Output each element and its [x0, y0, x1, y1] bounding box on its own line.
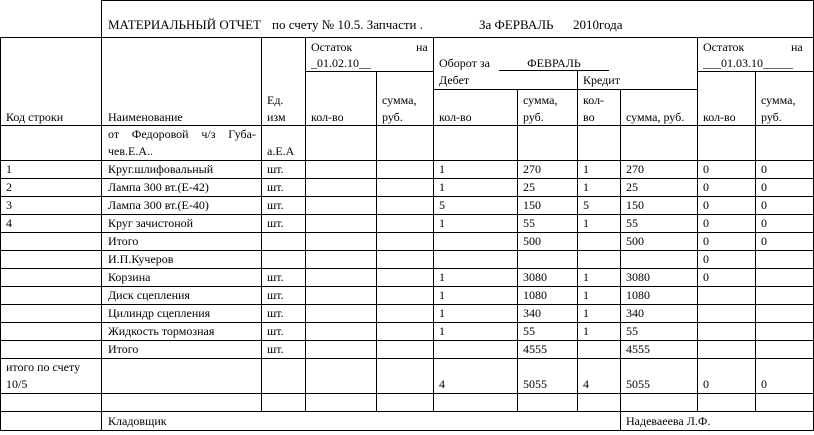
table-row-unit: шт.: [267, 180, 284, 194]
table-row-credit-sum: 25: [626, 180, 638, 194]
subtotal-unit: шт.: [267, 342, 284, 356]
year-label: 2010года: [573, 17, 623, 32]
supplier-unit: а.Е.А: [267, 144, 295, 158]
table-row-code: 3: [6, 198, 12, 212]
supplier-line-1: от Федоровой ч/з Губа-: [108, 127, 256, 141]
turnover-label: Оборот за: [439, 56, 490, 70]
grand-total-closing-sum: 0: [761, 377, 767, 391]
table-row-debit-qty: 1: [439, 216, 445, 230]
subtotal-label: Итого: [108, 342, 139, 356]
period-label: За ФЕРВАЛЬ: [479, 17, 554, 32]
closing-balance-na: на: [791, 40, 803, 54]
table-row-debit-qty: 1: [439, 162, 445, 176]
table-row-debit-qty: 1: [439, 180, 445, 194]
table-row-credit-qty: 1: [583, 180, 589, 194]
table-row-closing-qty: 0: [703, 270, 709, 284]
debit-sum-header-1: сумма,: [523, 93, 558, 107]
table-row-credit-sum: 55: [626, 324, 638, 338]
table-row-closing-sum: 0: [761, 162, 767, 176]
table-row-debit-qty: 5: [439, 198, 445, 212]
credit-header: Кредит: [583, 73, 620, 87]
table-row-debit-qty: 1: [439, 270, 445, 284]
table-row-closing-sum: 0: [761, 198, 767, 212]
table-row-debit-sum: 25: [523, 180, 535, 194]
opening-balance-na: на: [416, 40, 428, 54]
report-title: МАТЕРИАЛЬНЫЙ ОТЧЕТ: [108, 17, 261, 32]
table-row-credit-sum: 55: [626, 216, 638, 230]
opening-qty-header: кол-во: [311, 110, 344, 124]
subtotal-credit-sum: 4555: [626, 342, 650, 356]
table-row-code: 1: [6, 162, 12, 176]
debit-sum-header-2: руб.: [523, 110, 544, 124]
table-row-closing-qty: 0: [703, 180, 709, 194]
table-row-name: Лампа 300 вт.(Е-40): [108, 198, 209, 212]
name-header: Наименование: [108, 110, 183, 124]
table-row-credit-qty: 1: [583, 306, 589, 320]
subtotal-debit-sum: 4555: [523, 342, 547, 356]
table-row-debit-sum: 150: [523, 198, 541, 212]
table-row-code: 4: [6, 216, 12, 230]
grand-total-closing-qty: 0: [703, 377, 709, 391]
table-row-debit-sum: 55: [523, 324, 535, 338]
closing-balance-date: ___01.03.10_____: [703, 56, 793, 70]
closing-sum-header-1: сумма,: [761, 93, 796, 107]
table-row-closing-qty: 0: [703, 216, 709, 230]
table-row-debit-sum: 1080: [523, 288, 547, 302]
credit-qty-header-2: во: [583, 110, 595, 124]
storekeeper-label: Кладовщик: [108, 414, 167, 428]
code-header: Код строки: [6, 110, 64, 124]
table-row-unit: шт.: [267, 306, 284, 320]
table-row-name: Круг.шлифовальный: [108, 162, 214, 176]
subtotal-debit-sum: 500: [523, 234, 541, 248]
table-row-name: Лампа 300 вт.(Е-42): [108, 180, 209, 194]
opening-sum-header-1: сумма,: [382, 93, 417, 107]
credit-qty-header-1: кол-: [583, 93, 605, 107]
table-row-debit-qty: 1: [439, 288, 445, 302]
supplier-line-2: чев.Е.А..: [108, 144, 154, 158]
debit-header: Дебет: [439, 73, 470, 87]
table-row-debit-qty: 1: [439, 324, 445, 338]
table-row-unit: шт.: [267, 198, 284, 212]
table-row-credit-qty: 1: [583, 270, 589, 284]
table-row-unit: шт.: [267, 216, 284, 230]
table-row-debit-sum: 340: [523, 306, 541, 320]
closing-qty-header: кол-во: [703, 110, 736, 124]
debit-qty-header: кол-во: [439, 110, 472, 124]
table-row-credit-sum: 150: [626, 198, 644, 212]
grand-total-debit-sum: 5055: [523, 377, 547, 391]
account-label: по счету № 10.5. Запчасти .: [272, 17, 423, 32]
table-row-closing-sum: 0: [761, 180, 767, 194]
subtotal-closing-qty: 0: [703, 234, 709, 248]
table-row-credit-qty: 5: [583, 198, 589, 212]
table-row-name: Корзина: [108, 270, 151, 284]
turnover-month: ФЕВРАЛЬ: [499, 56, 609, 71]
opening-sum-header-2: руб.: [382, 110, 403, 124]
table-row-closing-qty: 0: [703, 162, 709, 176]
grand-total-label-2: 10/5: [6, 377, 28, 391]
table-row-code: 2: [6, 180, 12, 194]
credit-sum-header: сумма, руб.: [626, 110, 685, 124]
table-row-debit-sum: 55: [523, 216, 535, 230]
table-row-debit-sum: 270: [523, 162, 541, 176]
table-row-unit: шт.: [267, 270, 284, 284]
unit-header-1: Ед.: [267, 93, 284, 107]
table-row-credit-sum: 1080: [626, 288, 650, 302]
closing-sum-header-2: руб.: [761, 110, 782, 124]
table-row-name: Жидкость тормозная: [108, 324, 215, 338]
unit-header-2: изм: [267, 110, 286, 124]
storekeeper-name: Надеваеева Л.Ф.: [626, 414, 711, 428]
opening-balance-date: _01.02.10__: [311, 56, 371, 70]
opening-balance-label: Остаток: [311, 40, 353, 54]
table-row-debit-sum: 3080: [523, 270, 547, 284]
subtotal-credit-sum: 500: [626, 234, 644, 248]
grand-total-credit-sum: 5055: [626, 377, 650, 391]
table-row-closing-sum: 0: [761, 216, 767, 230]
table-row-credit-qty: 1: [583, 216, 589, 230]
table-row-closing-qty: 0: [703, 198, 709, 212]
subtotal-label: Итого: [108, 234, 139, 248]
table-row-debit-qty: 1: [439, 306, 445, 320]
table-row-credit-qty: 1: [583, 288, 589, 302]
grand-total-debit-qty: 4: [439, 377, 445, 391]
table-row-unit: шт.: [267, 288, 284, 302]
table-row-unit: шт.: [267, 162, 284, 176]
table-row-name: Диск сцепления: [108, 288, 190, 302]
table-row-credit-sum: 270: [626, 162, 644, 176]
table-row-credit-qty: 1: [583, 324, 589, 338]
table-row-credit-sum: 340: [626, 306, 644, 320]
table-row-credit-qty: 1: [583, 162, 589, 176]
grand-total-label-1: итого по счету: [6, 360, 81, 374]
table-row-credit-sum: 3080: [626, 270, 650, 284]
table-row-name: Цилиндр сцепления: [108, 306, 211, 320]
subtotal-closing-sum: 0: [761, 234, 767, 248]
table-row-name: Круг зачистоной: [108, 216, 194, 230]
closing-balance-label: Остаток: [703, 40, 745, 54]
grand-total-credit-qty: 4: [583, 377, 589, 391]
table-row-unit: шт.: [267, 324, 284, 338]
supplier-2-name: И.П.Кучеров: [108, 252, 174, 266]
supplier-2-closing-qty: 0: [703, 252, 709, 266]
